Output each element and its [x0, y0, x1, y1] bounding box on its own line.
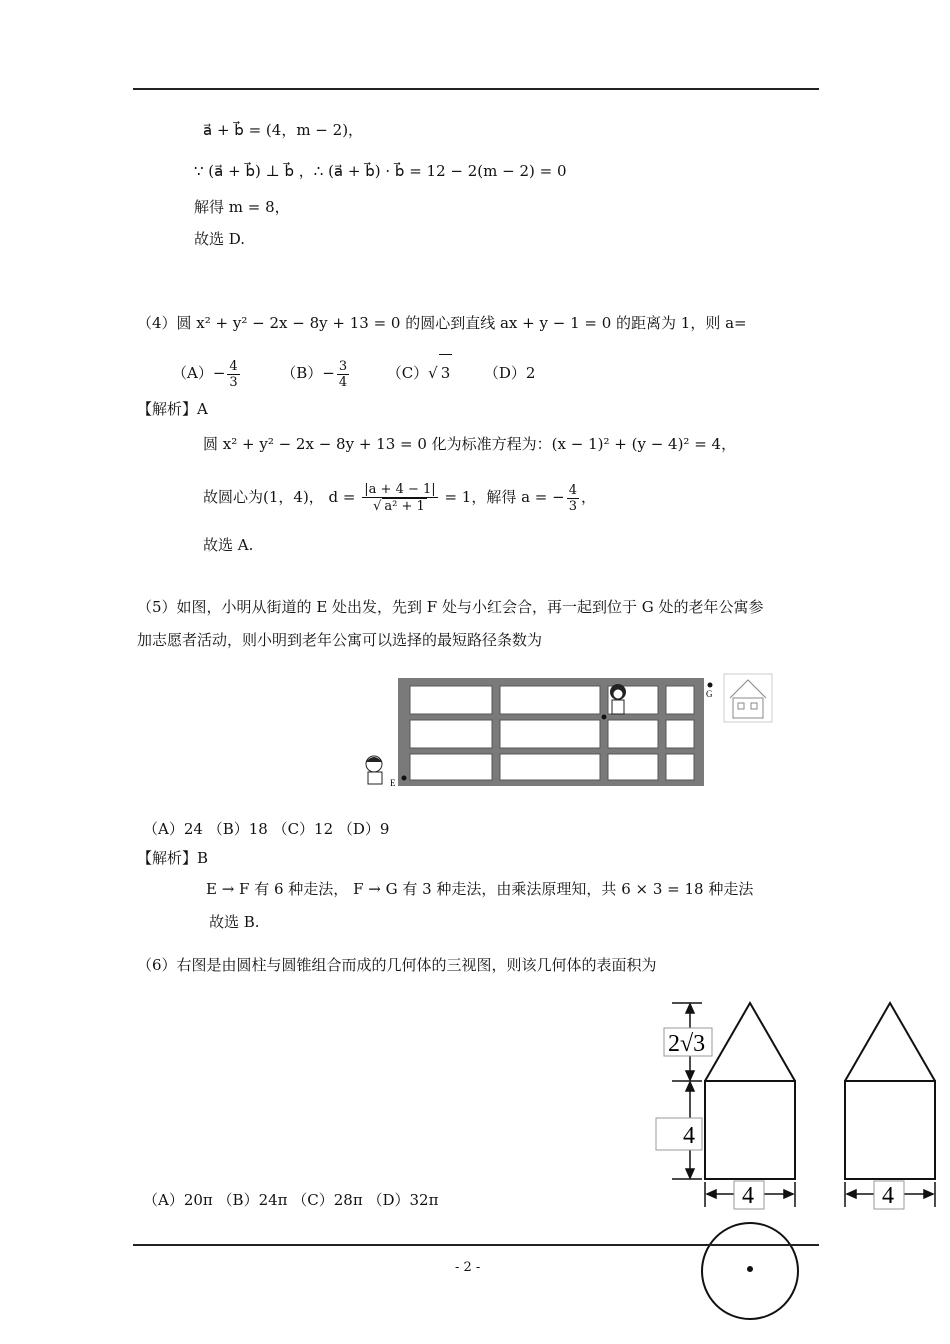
point-g-label: G — [706, 689, 713, 699]
xiaoming-figure-icon — [366, 756, 382, 784]
q4-option-a-denominator: 3 — [229, 374, 238, 390]
q5-stem-line-2: 加志愿者活动，则小明到老年公寓可以选择的最短路径条数为 — [137, 631, 543, 649]
q4-option-b-fraction — [337, 359, 349, 390]
q5-street-map — [360, 670, 780, 794]
q4-solution-center: 故圆心为(1，4)， d = — [203, 488, 356, 506]
point-e-label: E — [390, 778, 396, 788]
q4-stem: （4）圆 x² + y² − 2x − 8y + 13 = 0 的圆心到直线 ax + y − 1 = 0 的距离为 1，则 a= — [137, 314, 747, 332]
prev-line-3: 解得 m = 8， — [194, 198, 290, 216]
q5-stem-line-1: （5）如图，小明从街道的 E 处出发，先到 F 处与小红会合，再一起到位于 G 处的老年公寓参 — [137, 598, 764, 616]
front-view — [705, 1003, 795, 1179]
q4-option-b-label: （B）− — [281, 364, 335, 382]
q4-option-c-label: （C） — [386, 364, 429, 382]
q4-options: （A）− $\frac{4}{3}$ （B）− $\frac{3}{4}$ （C）√ 3 （D）2 — [172, 354, 535, 391]
q4-distance-radicand: a² + 1 — [384, 499, 425, 514]
q4-distance-fraction — [362, 482, 437, 514]
q4-solution-line-2 — [203, 474, 596, 520]
footer-rule — [133, 1244, 819, 1246]
cone-height-label: 2√3 — [668, 1031, 706, 1057]
q4-distance-numerator: |a + 4 − 1| — [364, 482, 436, 497]
q6-three-views — [650, 995, 950, 1344]
q4-answer-fraction — [567, 483, 579, 514]
cylinder-height-label-box — [656, 1118, 702, 1150]
q6-stem: （6）右图是由圆柱与圆锥组合而成的几何体的三视图，则该几何体的表面积为 — [137, 956, 657, 974]
q5-options: （A）24 （B）18 （C）12 （D）9 — [143, 820, 390, 838]
prev-line-2: ∵ (a⃗ + b⃗) ⊥ b⃗ ，∴ (a⃗ + b⃗) · b⃗ = 12 − 2(m − 2) = 0 — [194, 162, 567, 180]
side-view — [845, 1003, 935, 1179]
street-blocks — [410, 686, 694, 780]
side-width-label: 4 — [882, 1183, 894, 1209]
q4-solution-comma: ， — [580, 488, 596, 506]
q4-answer-numerator: 4 — [568, 482, 577, 498]
prev-line-1: a⃗ + b⃗ = (4，m − 2)， — [203, 121, 364, 139]
q4-answer-denominator: 3 — [568, 498, 577, 514]
q5-solution-line-2: 故选 B. — [209, 913, 260, 931]
senior-apartment-icon — [724, 674, 772, 722]
q4-solution-line-3: 故选 A. — [203, 536, 254, 554]
point-e-dot — [402, 776, 407, 781]
q4-option-b-numerator: 3 — [338, 358, 348, 374]
header-rule — [133, 88, 819, 90]
q4-option-a-numerator: 4 — [229, 358, 238, 374]
q4-option-a-label: （A）− — [172, 364, 226, 382]
top-view-center-dot — [747, 1266, 753, 1272]
q4-option-c-radicand: 3 — [439, 354, 453, 391]
prev-line-4: 故选 D. — [194, 230, 246, 248]
q4-distance-denominator: √ a² + 1 — [373, 499, 425, 514]
q5-solution-line-1: E → F 有 6 种走法， F → G 有 3 种走法，由乘法原理知，共 6 × 3 = 18 种走法 — [206, 880, 754, 898]
q4-option-d: （D）2 — [483, 364, 536, 382]
q4-option-a-fraction — [227, 359, 239, 390]
q4-analysis-heading: 【解析】A — [137, 400, 208, 418]
q6-options: （A）20π （B）24π （C）28π （D）32π — [143, 1191, 439, 1209]
point-f-dot — [602, 715, 607, 720]
q5-analysis-heading: 【解析】B — [137, 849, 209, 867]
q4-solution-result: = 1，解得 a = − — [444, 488, 565, 506]
cylinder-height-label: 4 — [683, 1123, 695, 1149]
point-g-dot — [708, 683, 713, 688]
front-width-label: 4 — [742, 1183, 754, 1209]
page-number: - 2 - — [455, 1260, 481, 1275]
q4-option-b-denominator: 4 — [338, 374, 348, 390]
q4-solution-line-1: 圆 x² + y² − 2x − 8y + 13 = 0 化为标准方程为：(x − 1)² + (y − 4)² = 4， — [203, 435, 737, 453]
